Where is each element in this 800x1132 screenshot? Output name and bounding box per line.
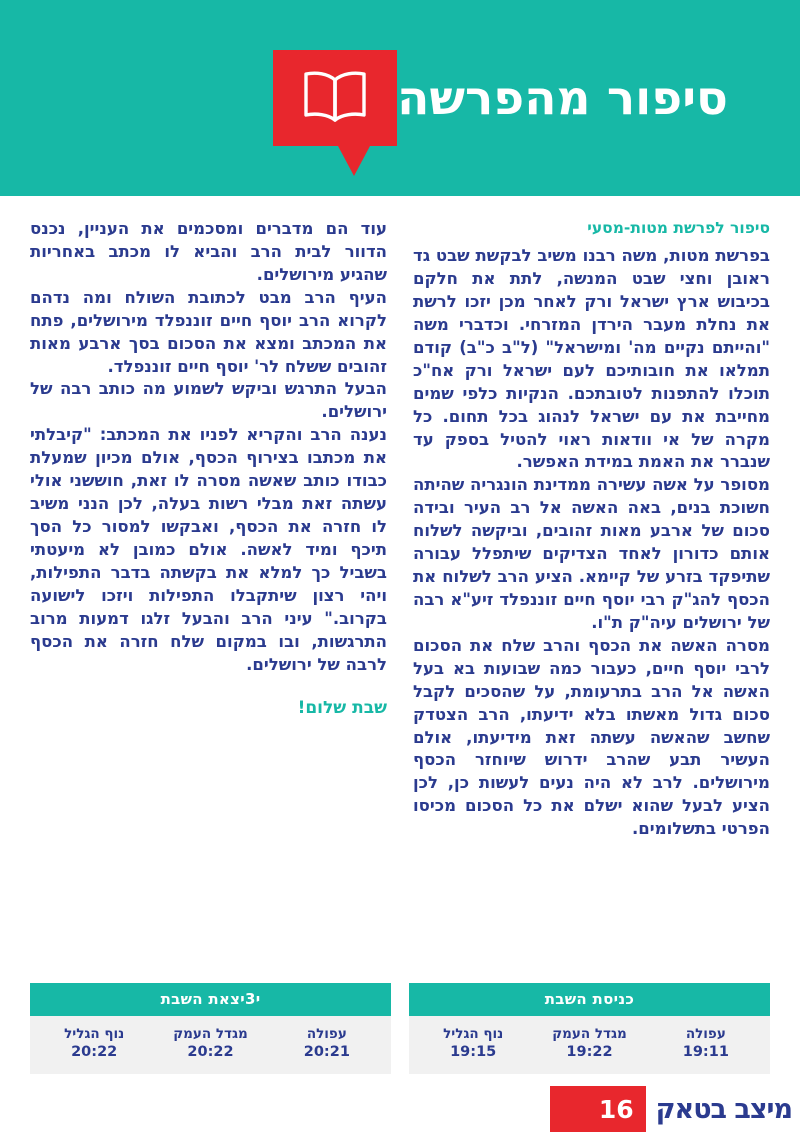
paragraph: מסופר על אשה עשירה ממדינת הונגריה שהיתה חשוכת בנים, באה האשה אל רב העיר ובידה סכום של ארבע מאות זהובים, וביקשה לשלוח אותם כדורון לאחד הצדיקים שיתפלל עבורה שתיפקד בזרע של קיימא. הציע הרב לשלוח את הכסף להג"ק רבי יוסף חיים זוננפלד זיע"א רבה של ירושלים עיה"ק ת"ו. (412, 475, 770, 632)
page-footer (0, 1086, 800, 1132)
closing-greeting: שבת שלום! (297, 698, 387, 719)
city-name: עפולה (685, 1026, 726, 1043)
zmanim-cell (415, 1025, 531, 1063)
paragraph: מסרה האשה את הכסף והרב שלח את הסכום לרבי יוסף חיים, כעבור כמה שבועות בא בעל האשה אל הרב בתרעומת, על שהסכים לקבל סכום גדול מאשתו בלא ידיעתו, הרב הצטדק שחשב שהאשה עשתה זאת מידיעתו, אולם העשיר תבע שהרב ידרוש שיוחזר הכסף מירושלים. לרב לא היה נעים לעשות כן, לכן הציע לבעל שהוא ישלם את כל הסכום מכיסו הפרטי בתשלומים. (413, 635, 770, 839)
city-time: 19:22 (566, 1044, 613, 1061)
page-title: סיפור מהפרשה (397, 70, 728, 126)
zmanim-tables (0, 983, 800, 1074)
paragraph: נענה הרב והקריא לפניו את המכתב: "קיבלתי את מכתבו בצירוף הכסף, אולם מכיון שמעלת כבודו כותב שאשה מסרה לו זאת, חוששני אולי עשתה זאת מבלי רשות בעלה, לכן הנני משיב לו חזרה את הכסף, ואבקשו למסור כל הסך תיכף ומיד לאשה. אולם כמובן לא מיעטתי בשביל כך למלא את בקשתה בדבר התפילות, ויהי רצון שיתקבלו התפילות ויזכו לישועה בקרוב." עיני הרב והבעל זלגו דמעות מרוב התרגשות, ובו במקום שלח חזרה את הכסף לרבה של ירושלים. (30, 425, 387, 674)
city-time: 20:21 (303, 1044, 350, 1061)
header-inner (0, 0, 800, 196)
city-time: 19:11 (682, 1044, 729, 1061)
shabbat-exit-rows (30, 1016, 391, 1074)
zmanim-cell (152, 1025, 268, 1063)
footer-brand (550, 1086, 800, 1132)
zmanim-cell (269, 1025, 385, 1063)
city-name: נוף הגליל (443, 1026, 504, 1043)
column-left (30, 218, 387, 941)
city-time: 20:22 (187, 1044, 234, 1061)
shabbat-exit-title: י3יצאת השבת (30, 983, 391, 1016)
shabbat-entry-table (409, 983, 770, 1074)
zmanim-cell (36, 1025, 152, 1063)
city-name: מגדל העמק (173, 1026, 248, 1043)
column-right (413, 218, 770, 941)
article-heading: סיפור לפרשת מטות-מסעי (587, 219, 770, 237)
city-name: מגדל העמק (552, 1026, 627, 1043)
city-name: עפולה (306, 1026, 347, 1043)
city-time: 20:22 (71, 1044, 118, 1061)
page-header (0, 0, 800, 196)
brand-logo: מיצב בטאק (655, 1093, 792, 1125)
zmanim-cell (531, 1025, 647, 1063)
paragraph: בפרשת מטות, משה רבנו משיב לבקשת שבט גד ראובן וחצי שבט המנשה, לתת את חלקם בכיבוש ארץ ישראל ורק לאחר מכן יזכו לרשת את נחלת מעבר הירדן המזרחי. וכדברי משה "והייתם נקיים מה' ומישראל" (ל"ב כ"ב) קודם תמלאו את חובותיכם לעם ישראל ורק אח"כ תוכלו להתפנות לטובתכם. הנקיות כלפי שמים מחייבת את עם ישראל לנהוג בכל תחום. כל מקרה של אי וודאות ראוי להטיל בספק עד שנברר את האמת במידת האפשר. (413, 246, 770, 472)
shabbat-entry-rows (409, 1016, 770, 1074)
shabbat-exit-table (30, 983, 391, 1074)
paragraph: עוד הם מדברים ומסכמים את העניין, נכנס הדוור לבית הרב והביא לו מכתב באחריות שהגיע מירושלים. (30, 219, 387, 284)
article-content (0, 196, 800, 941)
open-book-icon (298, 68, 372, 128)
speech-bubble-badge (273, 50, 397, 146)
paragraph: הבעל התרגש וביקש לשמוע מה כותב רבה של ירושלים. (30, 379, 387, 422)
paragraph: העיף הרב מבט לכתובת השולח ומה נדהם לקרוא הרב יוסף חיים זוננפלד מירושלים, פתח את המכתב ומצא את הסכום בסך ארבע מאות זהובים ששלח לר' יוסף חיים זוננפלד. (30, 287, 387, 376)
city-name: נוף הגליל (64, 1026, 125, 1043)
zmanim-cell (648, 1025, 764, 1063)
page-number: 16 (550, 1086, 646, 1132)
shabbat-entry-title: כניסת השבת (409, 983, 770, 1016)
city-time: 19:15 (450, 1044, 497, 1061)
